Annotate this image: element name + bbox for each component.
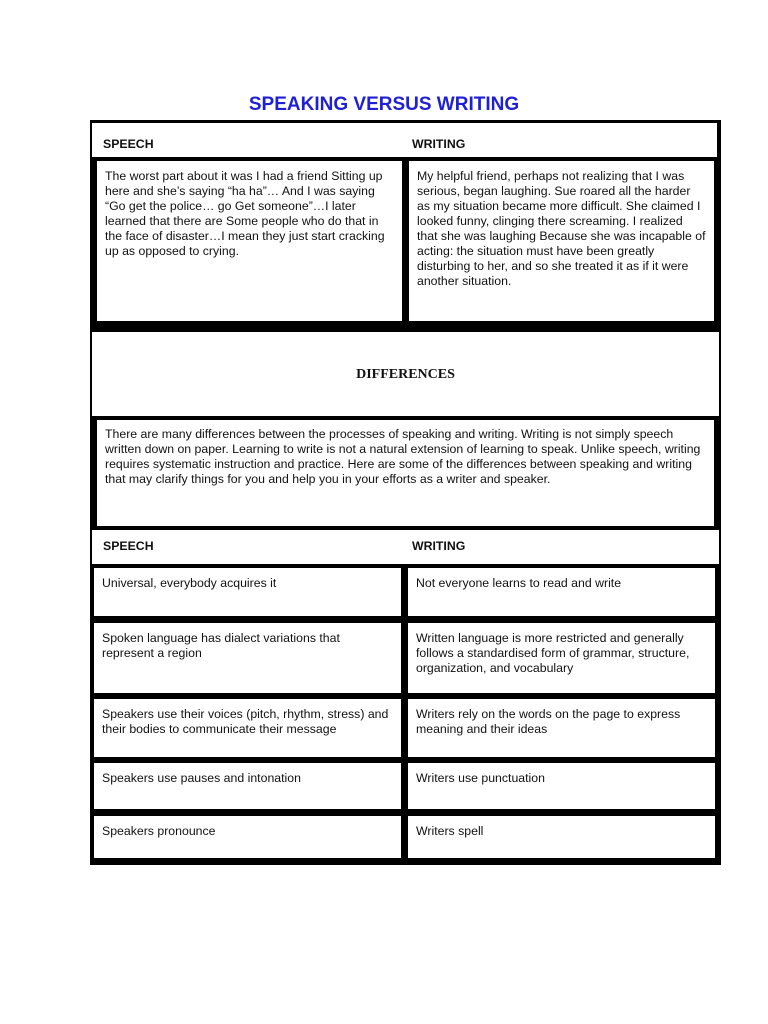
top-header-writing (403, 123, 717, 157)
compare-row-2-speech (94, 623, 401, 693)
compare-row-4-speech-text: Speakers use pauses and intonation (102, 771, 301, 785)
example-speech-cell (97, 161, 402, 321)
top-header-speech-label: SPEECH (103, 137, 154, 151)
compare-row-4-writing-text: Writers use punctuation (416, 771, 545, 785)
compare-row-4-speech (94, 763, 401, 809)
compare-row-3-writing-text: Writers rely on the words on the page to express meaning and their ideas (416, 707, 681, 736)
compare-row-4-writing (408, 763, 715, 809)
compare-header-speech-label: SPEECH (103, 539, 154, 553)
compare-row-3-speech-text: Speakers use their voices (pitch, rhythm, stress) and their bodies to communicate their message (102, 707, 389, 736)
top-header-speech (92, 123, 403, 157)
differences-heading: DIFFERENCES (356, 367, 455, 382)
compare-row-3-writing (408, 699, 715, 757)
compare-header-writing-label: WRITING (412, 539, 466, 553)
compare-header-writing (403, 530, 719, 564)
example-writing-cell (409, 161, 714, 321)
intro-cell (97, 420, 714, 526)
compare-row-1-speech-text: Universal, everybody acquires it (102, 576, 277, 590)
top-header-writing-label: WRITING (412, 137, 466, 151)
compare-row-5-speech-text: Speakers pronounce (102, 824, 216, 838)
compare-row-1-speech (94, 568, 401, 616)
compare-row-3-speech (94, 699, 401, 757)
compare-row-2-speech-text: Spoken language has dialect variations that represent a region (102, 631, 340, 660)
compare-row-1-writing-text: Not everyone learns to read and write (416, 576, 622, 590)
example-writing-text: My helpful friend, perhaps not realizing that I was serious, began laughing. Sue roared all the harder as my situation became more difficult. She claimed I looked funny, clinging there screaming. I realized that she was laughing Because she was incapable of acting: the situation must have been greatly disturbing to her, and so she treated it as if it were another situation. (417, 169, 706, 288)
compare-row-1-writing (408, 568, 715, 616)
compare-row-5-speech (94, 816, 401, 858)
compare-row-2-writing-text: Written language is more restricted and generally follows a standardised form of grammar, structure, organization, and vocabulary (416, 631, 690, 675)
compare-header-speech (92, 530, 403, 564)
compare-row-5-writing-text: Writers spell (416, 824, 484, 838)
example-speech-text: The worst part about it was I had a friend Sitting up here and she’s saying “ha ha”… And I was saying “Go get the police… go Get someone”…I later learned that there are Some people who do that in the face of disaster…I mean they just start cracking up as opposed to crying. (105, 169, 385, 258)
differences-heading-cell (92, 332, 719, 416)
page-title: SPEAKING VERSUS WRITING (248, 94, 520, 115)
compare-row-2-writing (408, 623, 715, 693)
compare-row-5-writing (408, 816, 715, 858)
intro-text: There are many differences between the processes of speaking and writing. Writing is not simply speech written down on paper. Learning to write is not a natural extension of learning to speak. Unlike speech, writing requires systematic instruction and practice. Here are some of the differences between speaking and writing that may clarify things for you and help you in your efforts as a writer and speaker. (105, 427, 701, 486)
comparison-table (90, 120, 721, 865)
